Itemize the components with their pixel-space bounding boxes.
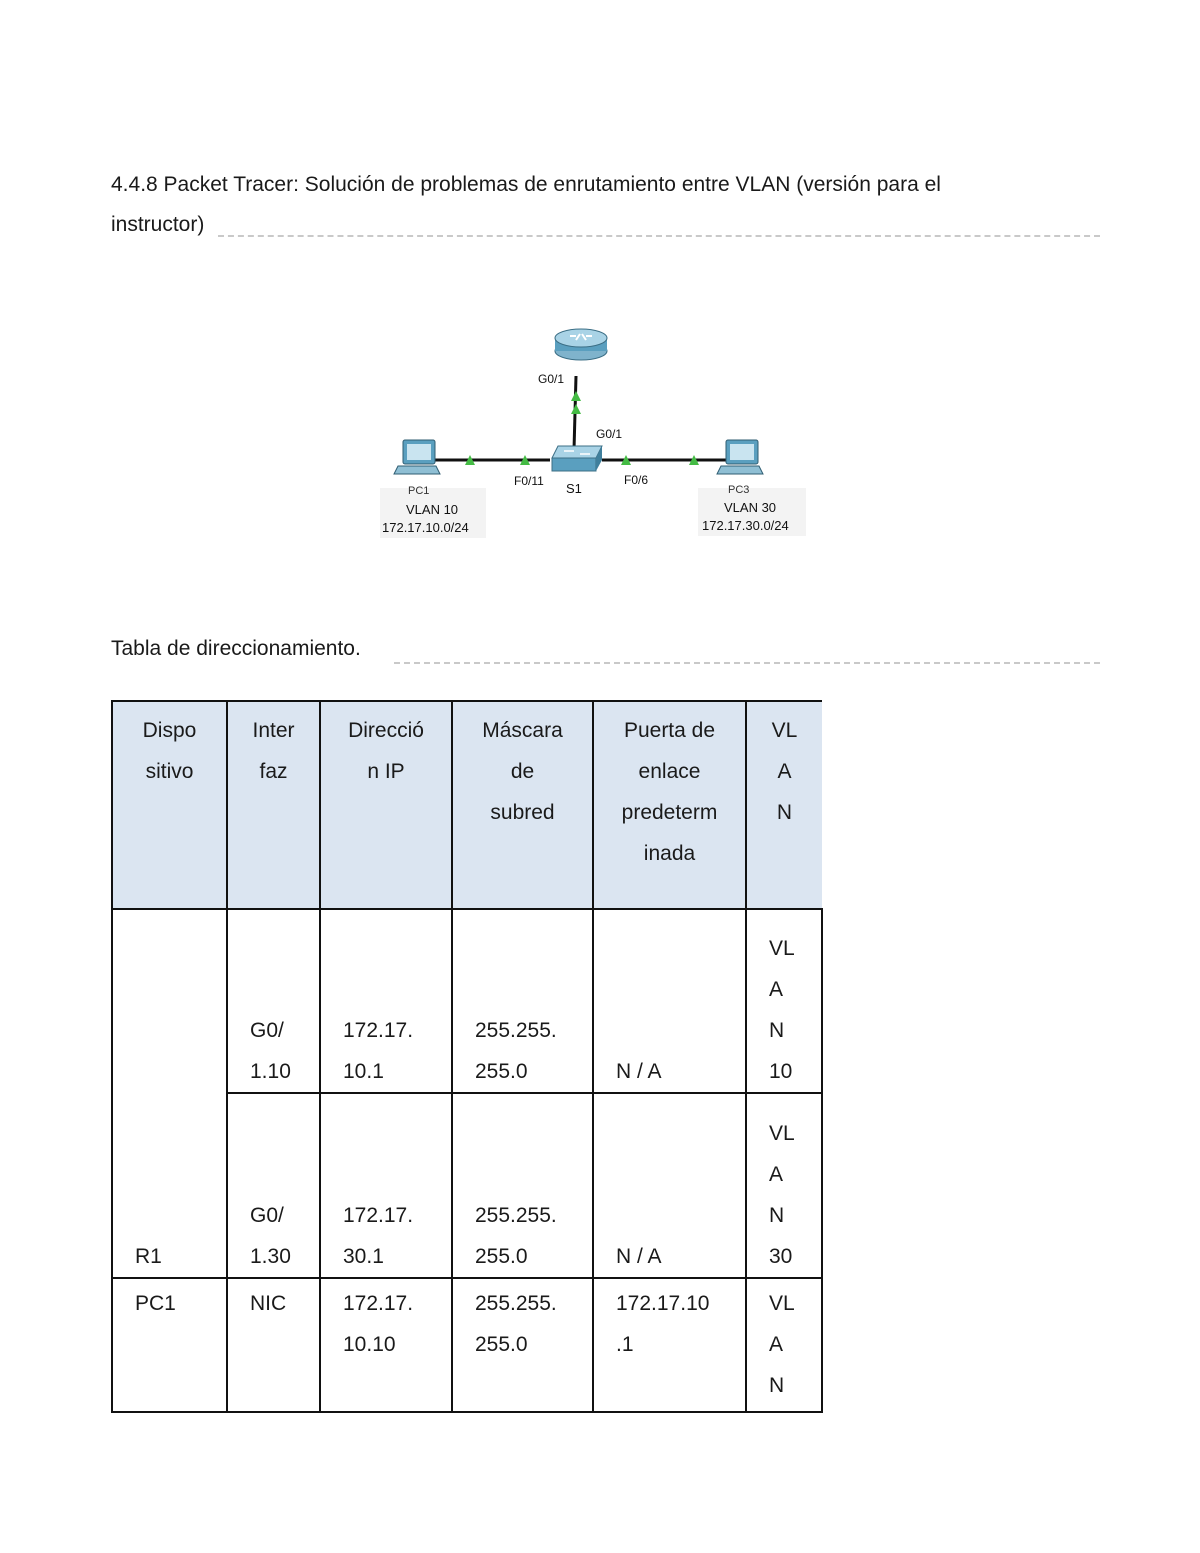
cell-mask: 255.255. 255.0 [452, 1093, 593, 1278]
header-ip: Direcció n IP [320, 701, 452, 909]
title-line-1: 4.4.8 Packet Tracer: Solución de problemas de enrutamiento entre VLAN (versión para el [111, 173, 941, 196]
left-vlan-label: VLAN 10 [406, 502, 459, 517]
left-pc-label: PC1 [408, 485, 430, 497]
pc-right-icon [717, 440, 763, 474]
cell-ip: 172.17. 10.1 [320, 909, 452, 1093]
topology-diagram [370, 318, 820, 548]
cell-interface: G0/ 1.10 [227, 909, 320, 1093]
left-subnet-label: 172.17.10.0/24 [382, 520, 469, 535]
addressing-table [111, 700, 823, 1413]
right-vlan-label: VLAN 30 [724, 500, 777, 515]
document-title [111, 165, 1101, 245]
table-row [112, 909, 822, 1093]
cell-mask: 255.255. 255.0 [452, 909, 593, 1093]
cell-vlan: VL A N 10 [746, 909, 822, 1093]
title-underline [218, 235, 1100, 237]
right-pc-label: PC3 [728, 484, 750, 496]
switch-name-label: S1 [566, 481, 582, 496]
header-device: Dispo sitivo [112, 701, 227, 909]
header-vlan: VL A N [746, 701, 822, 909]
cell-interface: G0/ 1.30 [227, 1093, 320, 1278]
addressing-table-title: Tabla de direccionamiento. [111, 637, 361, 660]
cell-device-r1: R1 [112, 909, 227, 1278]
header-interface: Inter faz [227, 701, 320, 909]
link-light-icon [571, 404, 581, 414]
cell-interface: NIC [227, 1278, 320, 1412]
header-mask: Máscara de subred [452, 701, 593, 909]
cell-vlan: VL A N 30 [746, 1093, 822, 1278]
cell-mask: 255.255. 255.0 [452, 1278, 593, 1412]
cell-ip: 172.17. 30.1 [320, 1093, 452, 1278]
switch-right-port-label: F0/6 [624, 473, 649, 487]
router-icon [555, 329, 607, 360]
header-gateway: Puerta de enlace predeterm inada [593, 701, 746, 909]
cell-vlan: VL A N [746, 1278, 822, 1412]
cell-device-pc1: PC1 [112, 1278, 227, 1412]
cell-ip: 172.17. 10.10 [320, 1278, 452, 1412]
pc-left-icon [394, 440, 440, 474]
switch-uplink-label: G0/1 [596, 427, 623, 441]
cell-gateway: N / A [593, 909, 746, 1093]
cell-gateway: N / A [593, 1093, 746, 1278]
table-header-row [112, 701, 822, 909]
switch-icon [552, 446, 602, 471]
link-light-icon [571, 391, 581, 401]
switch-left-port-label: F0/11 [514, 474, 544, 488]
cell-gateway: 172.17.10 .1 [593, 1278, 746, 1412]
title-line-2: instructor) [111, 213, 205, 236]
router-port-label: G0/1 [538, 372, 565, 386]
section-underline [394, 662, 1100, 664]
right-subnet-label: 172.17.30.0/24 [702, 518, 789, 533]
table-row [112, 1278, 822, 1412]
